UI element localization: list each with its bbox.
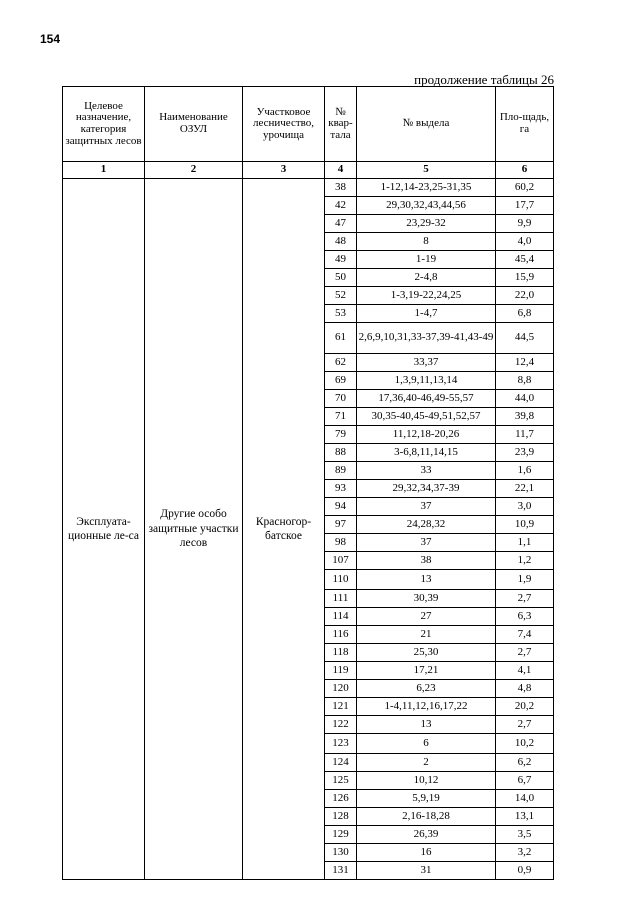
area-cell: 4,0	[496, 233, 554, 251]
quarter-cell: 119	[325, 662, 357, 680]
quarter-cell: 97	[325, 516, 357, 534]
area-cell: 23,9	[496, 444, 554, 462]
plot-cell: 13	[357, 570, 496, 590]
plot-cell: 1,3,9,11,13,14	[357, 372, 496, 390]
area-cell: 4,1	[496, 662, 554, 680]
quarter-cell: 118	[325, 644, 357, 662]
quarter-cell: 131	[325, 862, 357, 880]
quarter-cell: 93	[325, 480, 357, 498]
forest-table	[62, 86, 554, 880]
header-ozul: Наименование ОЗУЛ	[145, 87, 243, 162]
plot-cell: 26,39	[357, 826, 496, 844]
column-number: 1	[63, 162, 145, 179]
quarter-cell: 116	[325, 626, 357, 644]
column-number: 5	[357, 162, 496, 179]
area-cell: 8,8	[496, 372, 554, 390]
area-cell: 3,5	[496, 826, 554, 844]
area-cell: 10,2	[496, 734, 554, 754]
plot-cell: 17,21	[357, 662, 496, 680]
table-continuation-caption: продолжение таблицы 26	[414, 72, 554, 87]
area-cell: 6,7	[496, 772, 554, 790]
quarter-cell: 120	[325, 680, 357, 698]
area-cell: 7,4	[496, 626, 554, 644]
quarter-cell: 114	[325, 608, 357, 626]
quarter-cell: 110	[325, 570, 357, 590]
quarter-cell: 122	[325, 716, 357, 734]
plot-cell: 2	[357, 754, 496, 772]
quarter-cell: 88	[325, 444, 357, 462]
quarter-cell: 124	[325, 754, 357, 772]
table-header-row	[63, 87, 554, 162]
column-number: 4	[325, 162, 357, 179]
quarter-cell: 89	[325, 462, 357, 480]
plot-cell: 30,35-40,45-49,51,52,57	[357, 408, 496, 426]
plot-cell: 16	[357, 844, 496, 862]
quarter-cell: 121	[325, 698, 357, 716]
quarter-cell: 38	[325, 179, 357, 197]
plot-cell: 25,30	[357, 644, 496, 662]
quarter-cell: 125	[325, 772, 357, 790]
quarter-cell: 70	[325, 390, 357, 408]
plot-cell: 1-4,7	[357, 305, 496, 323]
quarter-cell: 107	[325, 552, 357, 570]
quarter-cell: 42	[325, 197, 357, 215]
area-cell: 15,9	[496, 269, 554, 287]
area-cell: 3,2	[496, 844, 554, 862]
plot-cell: 21	[357, 626, 496, 644]
quarter-cell: 49	[325, 251, 357, 269]
plot-cell: 17,36,40-46,49-55,57	[357, 390, 496, 408]
quarter-cell: 62	[325, 354, 357, 372]
area-cell: 60,2	[496, 179, 554, 197]
quarter-cell: 69	[325, 372, 357, 390]
plot-cell: 2,6,9,10,31,33-37,39-41,43-49	[357, 323, 496, 354]
area-cell: 11,7	[496, 426, 554, 444]
quarter-cell: 53	[325, 305, 357, 323]
area-cell: 6,3	[496, 608, 554, 626]
column-number: 3	[243, 162, 325, 179]
column-number: 2	[145, 162, 243, 179]
area-cell: 2,7	[496, 644, 554, 662]
purpose-cell: Эксплуата-ционные ле-са	[63, 179, 145, 880]
area-cell: 0,9	[496, 862, 554, 880]
header-forestry: Участковое лесничество, урочища	[243, 87, 325, 162]
plot-cell: 3-6,8,11,14,15	[357, 444, 496, 462]
forestry-cell: Красногор-батское	[243, 179, 325, 880]
area-cell: 4,8	[496, 680, 554, 698]
column-number: 6	[496, 162, 554, 179]
plot-cell: 1-12,14-23,25-31,35	[357, 179, 496, 197]
area-cell: 22,1	[496, 480, 554, 498]
plot-cell: 37	[357, 498, 496, 516]
area-cell: 39,8	[496, 408, 554, 426]
quarter-cell: 126	[325, 790, 357, 808]
plot-cell: 27	[357, 608, 496, 626]
plot-cell: 29,32,34,37-39	[357, 480, 496, 498]
plot-cell: 2-4,8	[357, 269, 496, 287]
area-cell: 45,4	[496, 251, 554, 269]
plot-cell: 30,39	[357, 590, 496, 608]
plot-cell: 37	[357, 534, 496, 552]
area-cell: 3,0	[496, 498, 554, 516]
header-plot: № выдела	[357, 87, 496, 162]
header-quarter: № квар-тала	[325, 87, 357, 162]
quarter-cell: 111	[325, 590, 357, 608]
quarter-cell: 79	[325, 426, 357, 444]
plot-cell: 13	[357, 716, 496, 734]
quarter-cell: 130	[325, 844, 357, 862]
header-area: Пло-щадь, га	[496, 87, 554, 162]
table-row	[63, 179, 554, 197]
area-cell: 22,0	[496, 287, 554, 305]
plot-cell: 33,37	[357, 354, 496, 372]
plot-cell: 38	[357, 552, 496, 570]
area-cell: 44,5	[496, 323, 554, 354]
quarter-cell: 94	[325, 498, 357, 516]
plot-cell: 33	[357, 462, 496, 480]
plot-cell: 29,30,32,43,44,56	[357, 197, 496, 215]
area-cell: 12,4	[496, 354, 554, 372]
area-cell: 1,6	[496, 462, 554, 480]
area-cell: 1,1	[496, 534, 554, 552]
column-number-row	[63, 162, 554, 179]
table-body	[63, 179, 554, 880]
plot-cell: 11,12,18-20,26	[357, 426, 496, 444]
area-cell: 6,8	[496, 305, 554, 323]
quarter-cell: 129	[325, 826, 357, 844]
plot-cell: 8	[357, 233, 496, 251]
area-cell: 2,7	[496, 590, 554, 608]
header-purpose: Целевое назначение, категория защитных лесов	[63, 87, 145, 162]
area-cell: 6,2	[496, 754, 554, 772]
area-cell: 44,0	[496, 390, 554, 408]
page-number: 154	[40, 32, 61, 46]
plot-cell: 31	[357, 862, 496, 880]
plot-cell: 1-19	[357, 251, 496, 269]
ozul-cell: Другие особо защитные участки лесов	[145, 179, 243, 880]
quarter-cell: 61	[325, 323, 357, 354]
area-cell: 20,2	[496, 698, 554, 716]
area-cell: 2,7	[496, 716, 554, 734]
plot-cell: 1-4,11,12,16,17,22	[357, 698, 496, 716]
plot-cell: 6	[357, 734, 496, 754]
quarter-cell: 47	[325, 215, 357, 233]
plot-cell: 24,28,32	[357, 516, 496, 534]
quarter-cell: 71	[325, 408, 357, 426]
quarter-cell: 50	[325, 269, 357, 287]
plot-cell: 23,29-32	[357, 215, 496, 233]
quarter-cell: 48	[325, 233, 357, 251]
area-cell: 10,9	[496, 516, 554, 534]
quarter-cell: 98	[325, 534, 357, 552]
plot-cell: 10,12	[357, 772, 496, 790]
plot-cell: 6,23	[357, 680, 496, 698]
area-cell: 17,7	[496, 197, 554, 215]
area-cell: 13,1	[496, 808, 554, 826]
quarter-cell: 52	[325, 287, 357, 305]
plot-cell: 2,16-18,28	[357, 808, 496, 826]
quarter-cell: 128	[325, 808, 357, 826]
area-cell: 14,0	[496, 790, 554, 808]
area-cell: 1,9	[496, 570, 554, 590]
area-cell: 9,9	[496, 215, 554, 233]
plot-cell: 1-3,19-22,24,25	[357, 287, 496, 305]
plot-cell: 5,9,19	[357, 790, 496, 808]
area-cell: 1,2	[496, 552, 554, 570]
quarter-cell: 123	[325, 734, 357, 754]
